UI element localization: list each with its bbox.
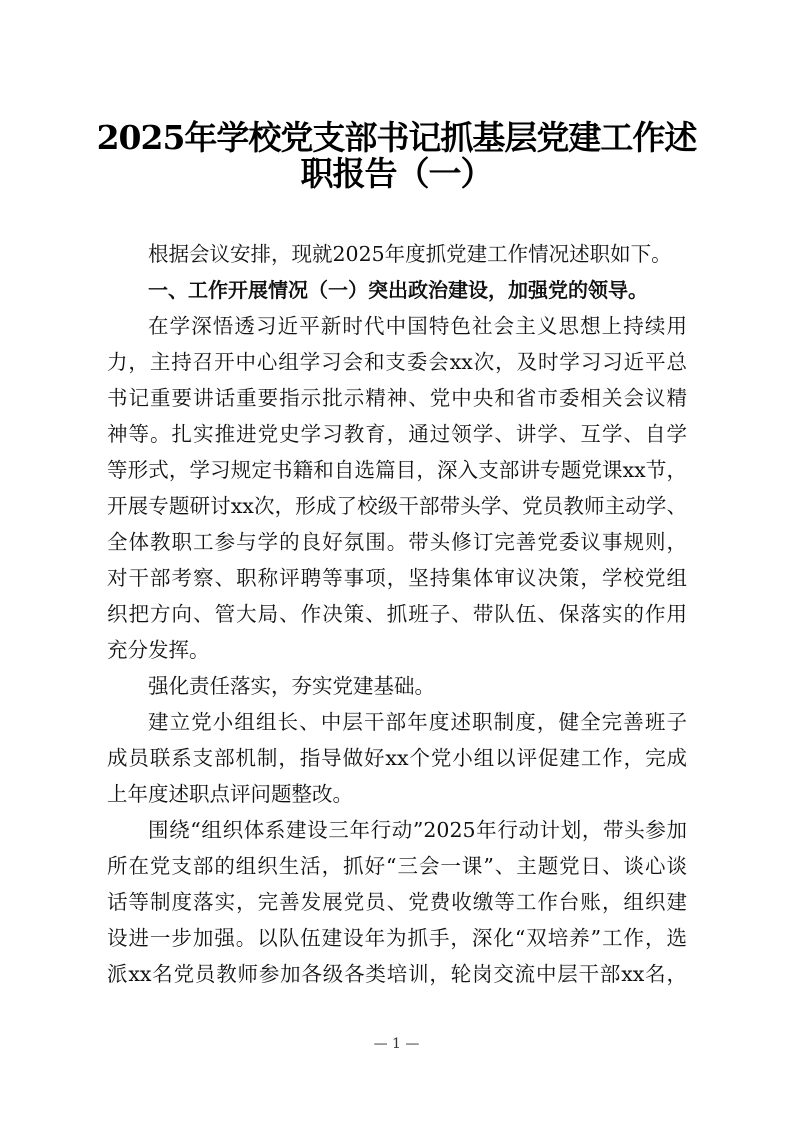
paragraph-line: 开展专题研讨xx次，形成了校级干部带头学、党员教师主动学、 — [107, 494, 687, 518]
paragraph-line: 派xx名党员教师参加各级各类培训，轮岗交流中层干部xx名， — [107, 962, 687, 986]
paragraph-line: 等形式，学习规定书籍和自选篇目，深入支部讲专题党课xx节， — [107, 458, 687, 482]
paragraph-line: 织把方向、管大局、作决策、抓班子、带队伍、保落实的作用 — [107, 602, 687, 626]
page-number: — 1 — — [373, 1036, 420, 1052]
paragraph-line: 书记重要讲话重要指示批示精神、党中央和省市委相关会议精 — [107, 386, 687, 410]
paragraph-line: 成员联系支部机制，指导做好xx个党小组以评促建工作，完成 — [107, 746, 687, 770]
section-heading: 一、工作开展情况（一）突出政治建设，加强党的领导。 — [148, 278, 648, 302]
paragraph-line: 上年度述职点评问题整改。 — [107, 782, 353, 806]
paragraph-line: 设进一步加强。以队伍建设年为抓手，深化“双培养”工作，选 — [107, 926, 687, 950]
paragraph-line: 充分发挥。 — [107, 638, 210, 662]
paragraph-line: 强化责任落实，夯实党建基础。 — [148, 674, 435, 698]
document-title-line-2: 职报告（一） — [300, 154, 493, 193]
paragraph-line: 根据会议安排，现就2025年度抓党建工作情况述职如下。 — [148, 242, 672, 266]
paragraph-line: 神等。扎实推进党史学习教育，通过领学、讲学、互学、自学 — [107, 422, 687, 446]
paragraph-line: 建立党小组组长、中层干部年度述职制度，健全完善班子 — [148, 710, 687, 734]
paragraph-line: 力，主持召开中心组学习会和支委会xx次，及时学习习近平总 — [107, 350, 687, 374]
paragraph-line: 所在党支部的组织生活，抓好“三会一课”、主题党日、谈心谈 — [107, 854, 687, 878]
paragraph-line: 对干部考察、职称评聘等事项，坚持集体审议决策，学校党组 — [107, 566, 687, 590]
paragraph-line: 话等制度落实，完善发展党员、党费收缴等工作台账，组织建 — [107, 890, 687, 914]
paragraph-line: 围绕“组织体系建设三年行动”2025年行动计划，带头参加 — [148, 818, 687, 842]
paragraph-line: 全体教职工参与学的良好氛围。带头修订完善党委议事规则， — [107, 530, 687, 554]
paragraph-line: 在学深悟透习近平新时代中国特色社会主义思想上持续用 — [148, 314, 687, 338]
document-title-line-1: 2025年学校党支部书记抓基层党建工作述 — [96, 118, 697, 157]
